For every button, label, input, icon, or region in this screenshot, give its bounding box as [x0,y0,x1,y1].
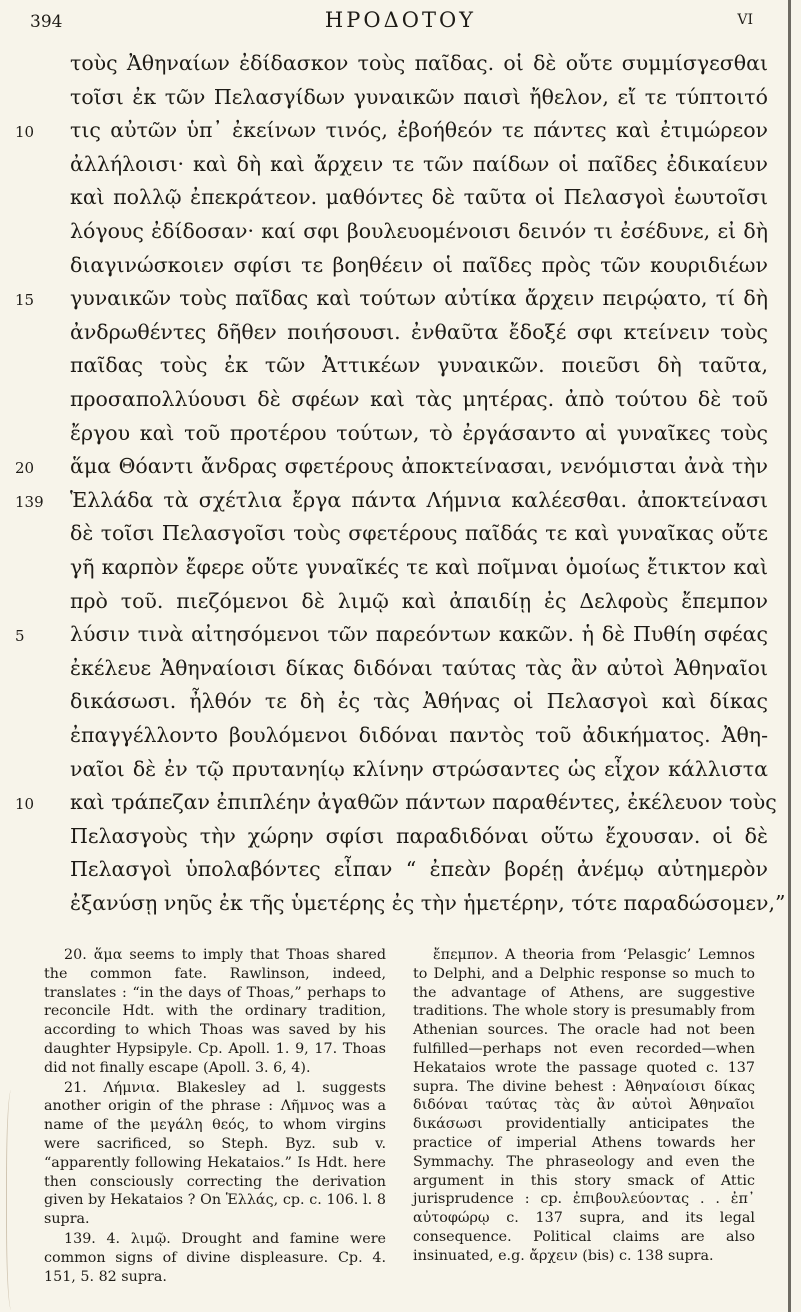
greek-line-text: Ἑλλάδα τὰ σχέτλια ἔργα πάντα Λήμνια καλέεσθαι. ἀποκτείνασι [70,487,768,512]
greek-line-text: διαγινώσκοιεν σφίσι τε βοηθέειν οἱ παῖδες πρὸς τῶν κουριδιέων [70,252,768,277]
greek-line-text: λόγους ἐδίδοσαν· καί σφι βουλευομένοισι δεινόν τι ἐσέδυνε, εἰ δὴ [70,219,768,243]
greek-line [70,352,768,378]
greek-line [70,520,768,546]
greek-line-text: τοῖσι ἐκ τῶν Πελασγίδων γυναικῶν παισὶ ἤθελον, εἴ τε τύπτοιτό [70,84,768,109]
greek-line-text: Πελασγοὺς τὴν χώρην σφίσι παραδιδόναι οὕτω ἔχουσαν. οἱ δὲ [70,823,768,848]
greek-line-text: γῆ καρπὸν ἔφερε οὔτε γυναῖκές τε καὶ ποῖμναι ὁμοίως ἔτικτον καὶ [70,555,768,579]
greek-line [70,722,768,748]
greek-line [70,184,768,210]
line-number: 15 [15,291,35,310]
greek-line [70,50,768,76]
greek-line [70,218,768,244]
greek-line [15,487,768,513]
greek-line [70,655,768,681]
greek-line [70,554,768,580]
line-number: 139 [15,492,44,511]
note-paragraph: ἔπεμπον. A theoria from ‘Pelasgic’ Lemnos to Delphi, and a Delphic response so much to the advantage of Athens, are suggestive traditions. The whole story is presumably from Athenian sources. The oracle had not been fulfilled—perhaps not even recorded—when Hekataios wrote the passage quoted c. 137 supra. The divine behest : Ἀθηναίοισι δίκας διδόναι ταύτας τὰς ἂν αὐτοὶ Ἀθηναῖοι δικάσωσι providentially anticipates the practice of imperial Athens towards her Symmachy. The phraseology and even the argument in this story smack of Attic jurisprudence : cp. ἐπιβουλεύοντας . . ἐπ᾽ αὐτοφώρῳ c. 137 supra, and its legal consequence. Political claims are also insinuated, e.g. ἄρχειν (bis) c. 138 supra. [413,947,755,1264]
greek-line [70,688,768,714]
line-number: 5 [15,627,25,646]
greek-line [70,588,768,614]
greek-line-text: δικάσωσι. ἦλθόν τε δὴ ἐς τὰς Ἀθήνας οἱ Πελασγοὶ καὶ δίκας [70,689,768,714]
greek-line-text: γυναικῶν τοὺς παῖδας καὶ τούτων αὐτίκα ἄρχειν πειρῴατο, τί δὴ [70,286,768,311]
greek-line-text: τις αὐτῶν ὑπ᾽ ἐκείνων τινός, ἐβοήθεόν τε πάντες καὶ ἐτιμώρεον [70,118,768,143]
greek-line [70,319,768,345]
running-head: ΗΡΟΔΟΤΟΥ [324,8,477,32]
greek-line [70,890,786,916]
greek-line-text: δὲ τοῖσι Πελασγοῖσι τοὺς σφετέρους παῖδάς τε καὶ γυναῖκας οὔτε [70,521,768,546]
greek-line-text: ἐξανύσῃ νηῦς ἐκ τῆς ὑμετέρης ἐς τὴν ἡμετέρην, τότε παραδώσομεν,” [70,891,786,915]
greek-line [15,789,777,815]
greek-line [70,420,768,446]
line-number: 10 [15,795,35,814]
greek-line-text: ἐκέλευε Ἀθηναίοισι δίκας διδόναι ταύτας τὰς ἂν αὐτοὶ Ἀθηναῖοι [70,655,768,680]
greek-line-text: λύσιν τινὰ αἰτησόμενοι τῶν παρεόντων κακῶν. ἡ δὲ Πυθίη σφέας [70,622,768,647]
greek-line [70,823,768,849]
note-paragraph: 21. Λήμνια. Blakesley ad l. suggests another origin of the phrase : Λῆμνος was a name of the μεγάλη θεός, to whom virgins were sacrificed, so Steph. Byz. sub v. “apparently following Hekataios.” Is Hdt. here then consciously correcting the derivation given by Hekataios ? On Ἑλλάς, cp. c. 106. l. 8 supra. [44,1079,386,1228]
greek-line-text: προσαπολλύουσι δὲ σφέων καὶ τὰς μητέρας. ἀπὸ τούτου δὲ τοῦ [70,387,768,411]
greek-line-text: τοὺς Ἀθηναίων ἐδίδασκον τοὺς παῖδας. οἱ δὲ οὔτε συμμίσγεσθαι [70,51,768,75]
margin-mark [6,1090,19,1310]
line-number: 10 [15,123,35,142]
greek-line-text: ἅμα Θόαντι ἄνδρας σφετέρους ἀποκτείνασαι, νενόμισται ἀνὰ τὴν [70,454,768,479]
page-number: 394 [30,12,63,32]
note-paragraph: 139. 4. λιμῷ. Drought and famine were common signs of divine displeasure. Cp. 4. 151, 5. 82 supra. [44,1230,386,1285]
page-edge [788,0,791,1312]
greek-line-text: ἔργου καὶ τοῦ προτέρου τούτων, τὸ ἐργάσαντο αἱ γυναῖκες τοὺς [70,420,768,445]
greek-line-text: Πελασγοὶ ὑπολαβόντες εἶπαν “ ἐπεὰν βορέῃ ἀνέμῳ αὐτημερὸν [70,857,768,882]
greek-line-text: ἀνδρωθέντες δῆθεν ποιήσουσι. ἐνθαῦτα ἔδοξέ σφι κτείνειν τοὺς [70,319,768,344]
chapter-number: VI [737,12,753,28]
greek-line-text: καὶ τράπεζαν ἐπιπλέην ἀγαθῶν πάντων παραθέντες, ἐκέλευον τοὺς [70,790,777,815]
greek-line-text: πρὸ τοῦ. πιεζόμενοι δὲ λιμῷ καὶ ἀπαιδίῃ ἐς Δελφοὺς ἔπεμπον [70,588,768,613]
greek-line [70,386,768,412]
greek-line [15,285,768,311]
greek-line [70,856,768,882]
notes-right-column [413,946,755,1266]
notes-left-column [44,946,386,1286]
line-number: 20 [15,459,35,478]
greek-line-text: καὶ πολλῷ ἐπεκράτεον. μαθόντες δὲ ταῦτα οἱ Πελασγοὶ ἑωυτοῖσι [70,185,768,210]
greek-line-text: ναῖοι δὲ ἐν τῷ πρυτανηίῳ κλίνην στρώσαντες ὡς εἶχον κάλλιστα [70,756,768,781]
greek-line [15,621,768,647]
greek-line [70,151,768,177]
greek-line [70,84,768,110]
greek-line-text: ἀλλήλοισι· καὶ δὴ καὶ ἄρχειν τε τῶν παίδων οἱ παῖδες ἐδικαίευν [70,151,768,176]
greek-line [70,756,768,782]
greek-line-text: παῖδας τοὺς ἐκ τῶν Ἀττικέων γυναικῶν. ποιεῦσι δὴ ταῦτα, [70,353,768,378]
note-paragraph: 20. ἅμα seems to imply that Thoas shared the common fate. Rawlinson, indeed, translates : “in the days of Thoas,” perhaps to reconcile Hdt. with the ordinary tradition, according to which Thoas was saved by his daughter Hypsipyle. Cp. Apoll. 1. 9, 17. Thoas did not finally escape (Apoll. 3. 6, 4). [44,947,386,1076]
greek-line [15,117,768,143]
greek-line-text: ἐπαγγέλλοντο βουλόμενοι διδόναι παντὸς τοῦ ἀδικήματος. Ἀθη- [70,723,768,747]
greek-line [70,252,768,278]
greek-line [15,453,768,479]
